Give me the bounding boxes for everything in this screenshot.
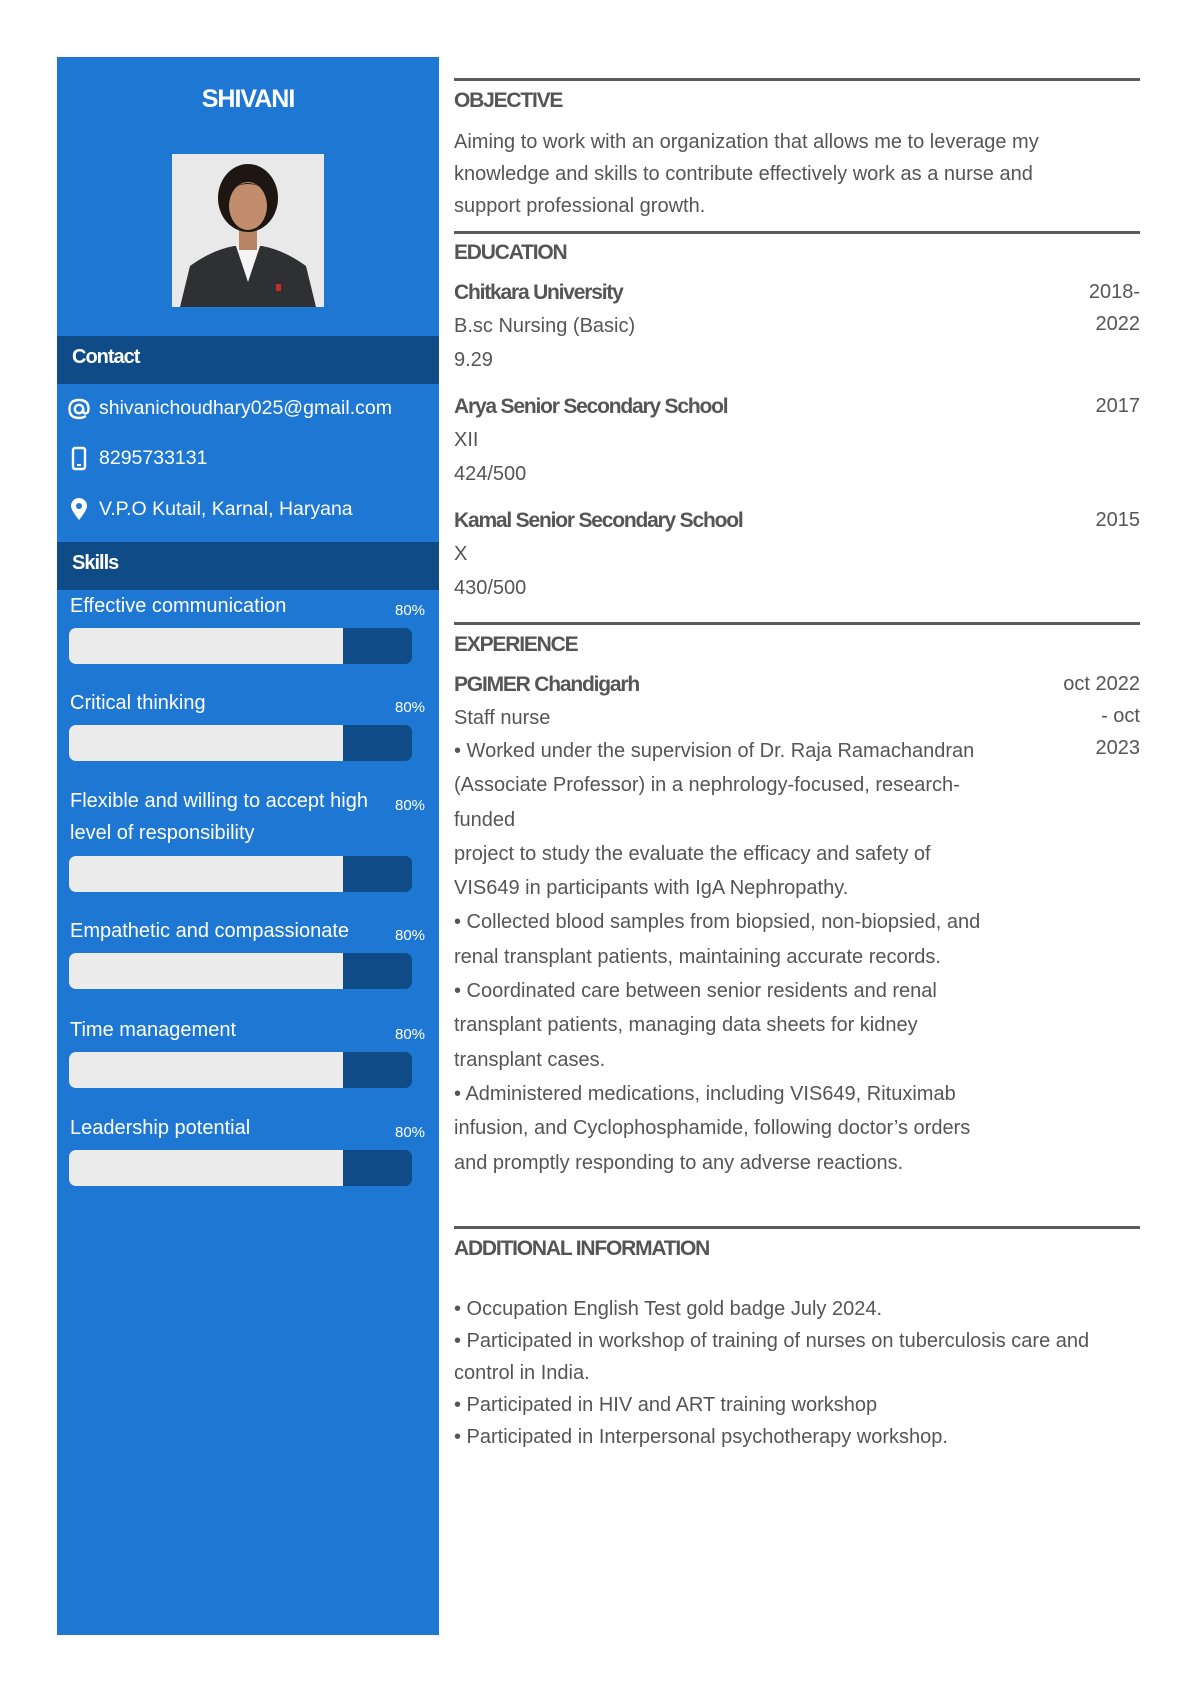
skill-progress-fill (69, 953, 343, 989)
additional-item: • Occupation English Test gold badge July 2024. (454, 1298, 883, 1320)
skill-progress-bar (69, 1150, 412, 1186)
at-icon (67, 395, 91, 421)
experience-employer: PGIMER Chandigarh (454, 673, 639, 696)
candidate-name: SHIVANI (201, 85, 295, 113)
skill-percent: 80% (395, 1124, 426, 1141)
skill-label: Flexible and willing to accept high level of responsibility (70, 790, 368, 844)
education-detail: 430/500 (454, 577, 527, 599)
skill-percent: 80% (395, 602, 426, 619)
skills-section-header: Skills (57, 542, 439, 590)
section-divider (454, 622, 1140, 625)
section-divider (454, 231, 1140, 234)
experience-title: EXPERIENCE (454, 633, 578, 656)
education-detail: 424/500 (454, 463, 527, 485)
objective-text: Aiming to work with an organization that allows me to leverage my knowledge and skills to contribute effectively work as a nurse and support professional growth. (454, 131, 1039, 217)
education-date: 2017 (1095, 395, 1140, 417)
skill-percent: 80% (395, 797, 426, 814)
additional-item: • Participated in workshop of training of nurses on tuberculosis care and control in India. (454, 1330, 1090, 1384)
skill-progress-fill (69, 628, 343, 664)
skill-percent: 80% (395, 699, 426, 716)
education-detail: B.sc Nursing (Basic) (454, 315, 636, 337)
education-institution: Chitkara University (454, 281, 623, 304)
sidebar (57, 57, 439, 1635)
skill-progress-fill (69, 1052, 343, 1088)
profile-photo (172, 154, 324, 307)
skill-progress-fill (69, 856, 343, 892)
contact-section-header: Contact (57, 336, 439, 384)
skill-progress-bar (69, 953, 412, 989)
contact-email-text: shivanichoudhary025@gmail.com (99, 397, 392, 419)
education-date: 2018- 2022 (1088, 281, 1140, 335)
skill-progress-bar (69, 856, 412, 892)
education-title: EDUCATION (454, 241, 567, 264)
education-date: 2015 (1095, 509, 1140, 531)
additional-title: ADDITIONAL INFORMATION (454, 1237, 710, 1260)
education-institution: Kamal Senior Secondary School (454, 509, 743, 532)
education-detail: X (454, 543, 468, 565)
section-divider (454, 78, 1140, 81)
skill-percent: 80% (395, 927, 426, 944)
education-detail: XII (454, 429, 479, 451)
skill-progress-fill (69, 725, 343, 761)
additional-list (454, 1293, 1140, 1453)
skill-label: Leadership potential (70, 1117, 251, 1139)
education-institution: Arya Senior Secondary School (454, 395, 728, 418)
skill-label: Critical thinking (70, 692, 206, 714)
skill-progress-bar (69, 725, 412, 761)
skill-label: Effective communication (70, 595, 287, 617)
skill-progress-bar (69, 628, 412, 664)
additional-item: • Participated in Interpersonal psychotherapy workshop. (454, 1426, 948, 1448)
skill-percent: 80% (395, 1026, 426, 1043)
section-divider (454, 1226, 1140, 1229)
additional-item: • Participated in HIV and ART training workshop (454, 1394, 878, 1416)
profile-photo-illustration (172, 154, 324, 307)
objective-title: OBJECTIVE (454, 89, 563, 112)
contact-address-text: V.P.O Kutail, Karnal, Haryana (99, 498, 353, 520)
skill-label: Time management (70, 1019, 236, 1041)
skill-progress-bar (69, 1052, 412, 1088)
location-pin-icon (67, 496, 91, 522)
experience-date: oct 2022 - oct 2023 (1063, 673, 1140, 759)
contact-phone-text: 8295733131 (99, 447, 208, 469)
experience-role: Staff nurse (454, 707, 551, 729)
education-detail: 9.29 (454, 349, 493, 371)
skill-label: Empathetic and compassionate (70, 920, 350, 942)
phone-icon (67, 445, 91, 471)
experience-bullets: • Worked under the supervision of Dr. Raja Ramachandran (Associate Professor) in a nephrology-focused, research- funded project to study the evaluate the efficacy and safety of VIS649 in participants with IgA Nephropathy. • Collected blood samples from biopsied, non-biopsied, and renal transplant patients, maintaining accurate records. • Coordinated care between senior residents and renal transplant patients, managing data sheets for kidney transplant cases. • Administered medications, including VIS649, Rituximab infusion, and Cyclophosphamide, following doctor’s orders and promptly responding to any adverse reactions. (454, 740, 981, 1174)
skill-progress-fill (69, 1150, 343, 1186)
